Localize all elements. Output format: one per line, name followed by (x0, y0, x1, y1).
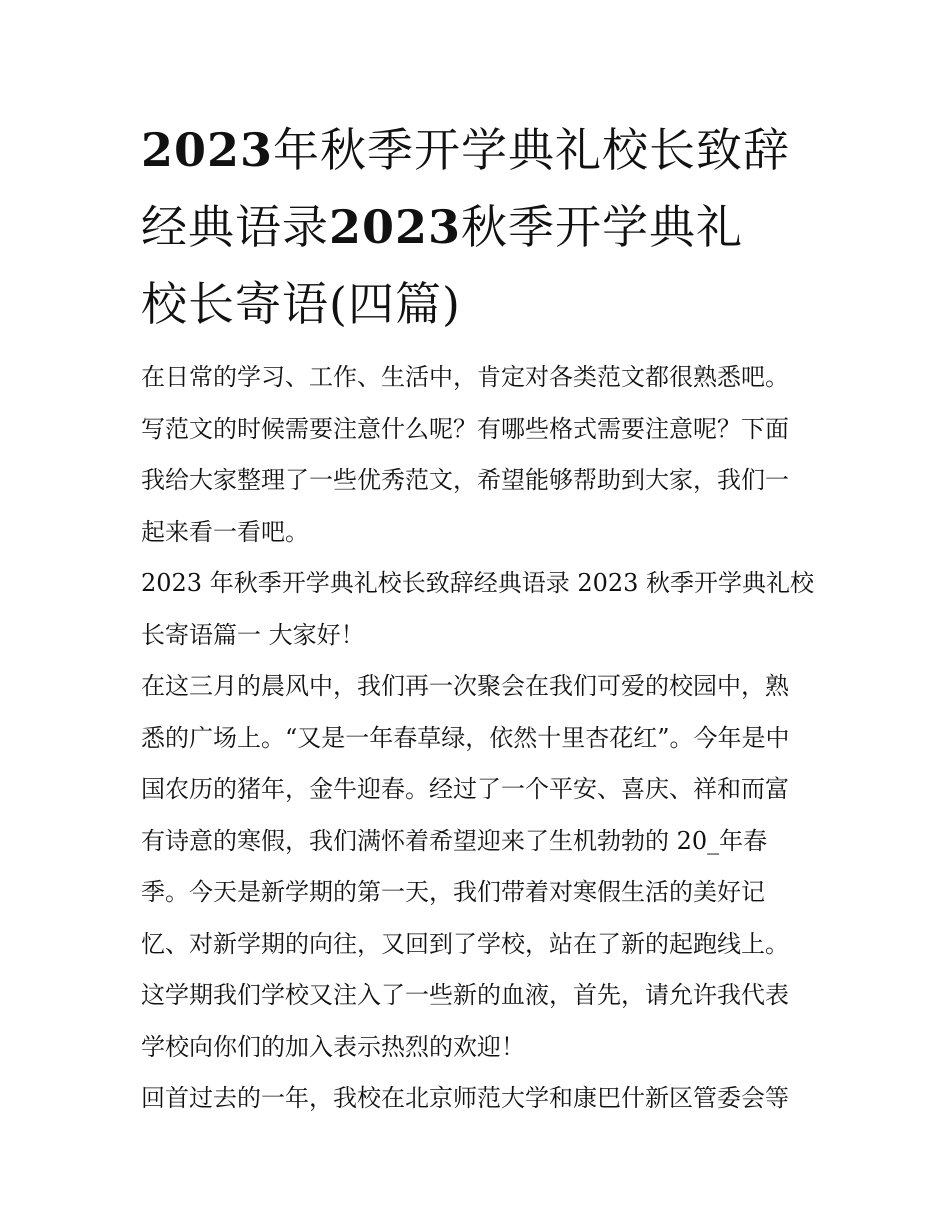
body-line: 季。今天是新学期的第一天，我们带着对寒假生活的美好记 (141, 878, 765, 906)
body-line: 写范文的时候需要注意什么呢？有哪些格式需要注意呢？下面 (141, 414, 789, 443)
body-line: 起来看一看吧。 (141, 517, 309, 546)
body-line: 长寄语篇一 大家好！ (141, 620, 365, 649)
body-line: 悉的广场上。“又是一年春草绿，依然十里杏花红”。今年是中 (141, 723, 790, 752)
body-line: 有诗意的寒假，我们满怀着希望迎来了生机勃勃的 20_年春 (141, 826, 768, 855)
title-line-2 (141, 189, 821, 266)
body-line: 这学期我们学校又注入了一些新的血液，首先，请允许我代表 (141, 981, 789, 1009)
title-line-1 (141, 112, 821, 189)
body-line: 在日常的学习、工作、生活中，肯定对各类范文都很熟悉吧。 (141, 363, 789, 391)
title-line-3: 校长寄语(四篇) (141, 277, 461, 331)
body-line: 我给大家整理了一些优秀范文，希望能够帮助到大家，我们一 (141, 466, 789, 494)
title-line-1-text: 年秋季开学典礼校长致辞 (273, 123, 791, 177)
document-body (141, 352, 821, 1125)
body-line: 回首过去的一年，我校在北京师范大学和康巴什新区管委会等 (141, 1084, 789, 1112)
title-line-2-text-a: 经典语录 (141, 200, 329, 254)
body-line: 2023 年秋季开学典礼校长致辞经典语录 2023 秋季开学典礼校 (141, 569, 815, 597)
title-line-2-text-b: 秋季开学典礼 (461, 200, 744, 254)
body-line: 学校向你们的加入表示热烈的欢迎！ (141, 1032, 525, 1061)
body-line: 国农历的猪年，金牛迎春。经过了一个平安、喜庆、祥和而富 (141, 775, 789, 803)
body-line: 忆、对新学期的向往，又回到了学校，站在了新的起跑线上。 (141, 929, 789, 958)
title-year-2: 2023 (329, 200, 462, 254)
document-title (141, 112, 821, 343)
title-year: 2023 (141, 123, 274, 177)
body-line: 在这三月的晨风中，我们再一次聚会在我们可爱的校园中，熟 (141, 672, 789, 700)
